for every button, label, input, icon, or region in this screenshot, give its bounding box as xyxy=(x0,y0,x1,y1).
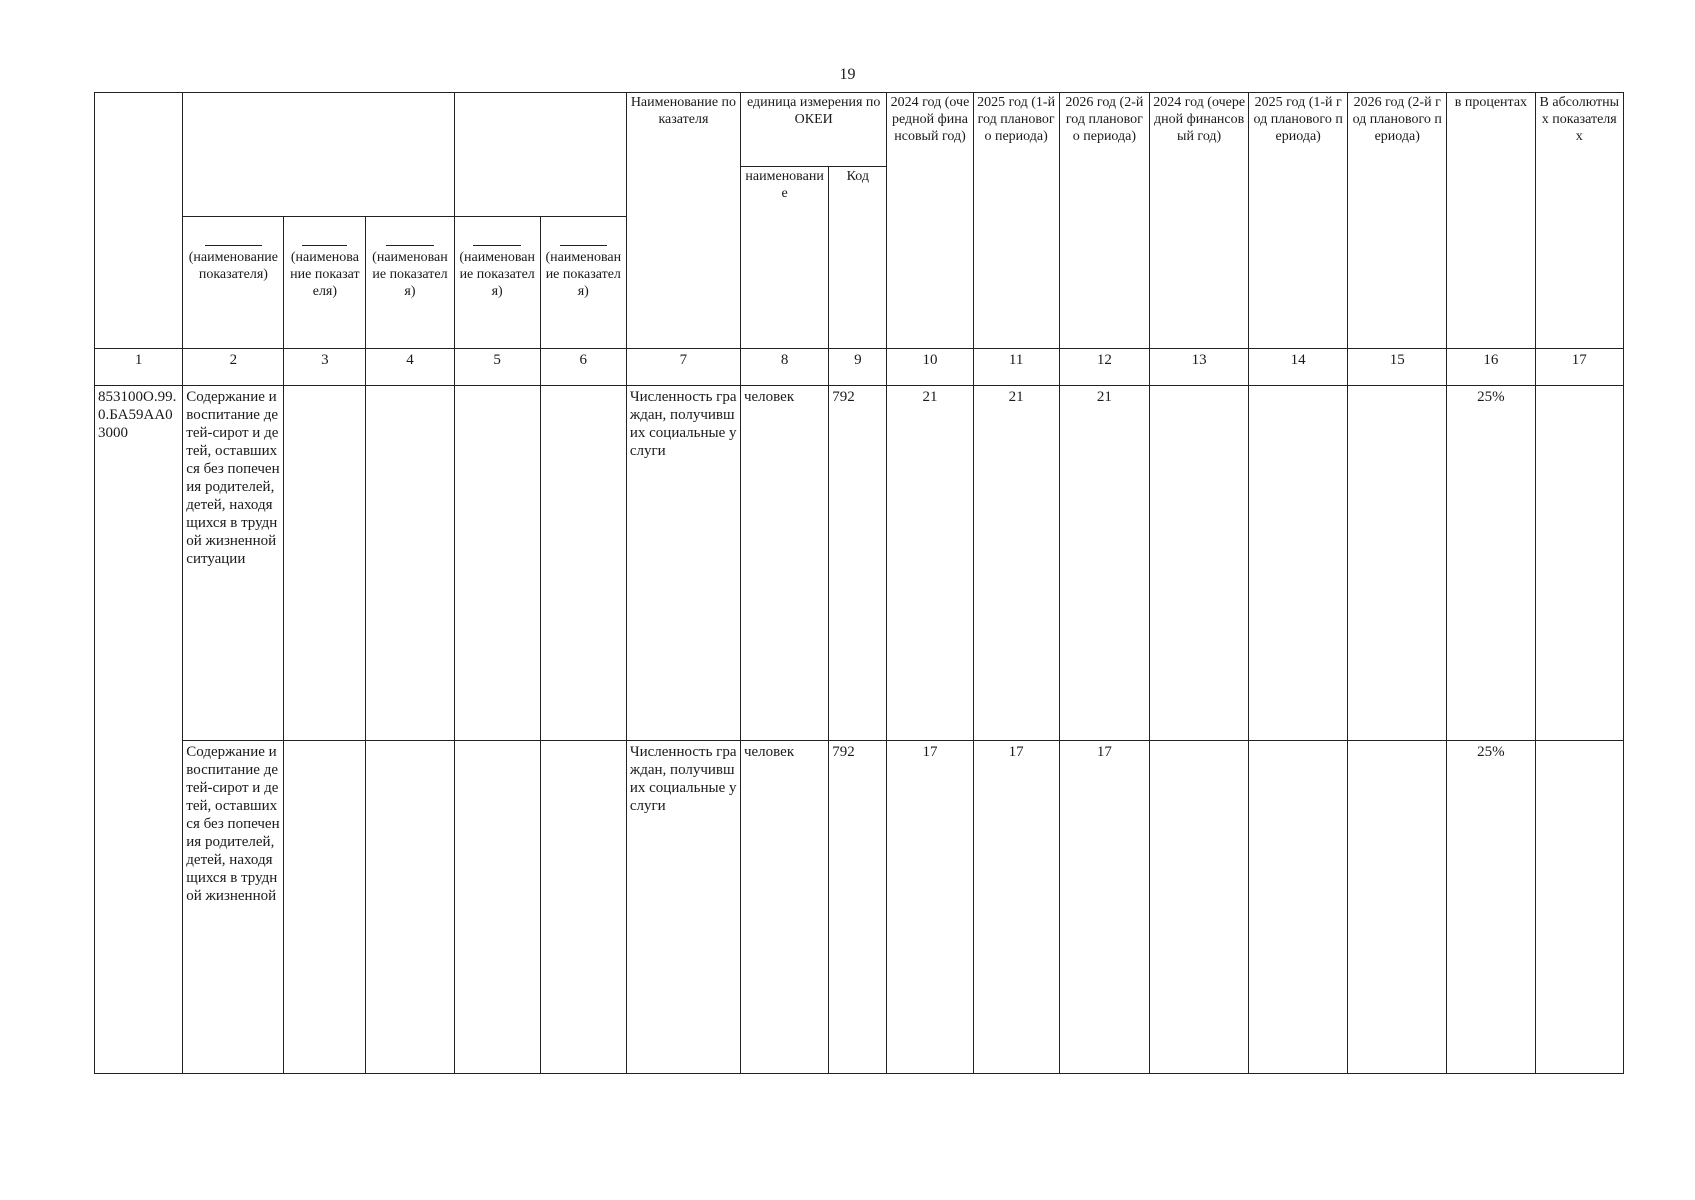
column-number: 13 xyxy=(1150,349,1249,386)
empty-cell xyxy=(454,386,540,741)
header-indicator-name: Наименование показателя xyxy=(626,93,740,349)
column-number: 5 xyxy=(454,349,540,386)
empty-cell xyxy=(1535,741,1623,1074)
header-group-content xyxy=(183,93,454,217)
subheader-col-4: (наименование показателя) xyxy=(366,217,454,349)
header-2024-fee: 2024 год (очередной финансовый год) xyxy=(1150,93,1249,349)
header-okei-group: единица измерения по ОКЕИ xyxy=(740,93,886,167)
empty-cell xyxy=(284,386,366,741)
empty-cell xyxy=(1249,386,1348,741)
column-number: 7 xyxy=(626,349,740,386)
header-2025-planned: 2025 год (1-й год планового периода) xyxy=(973,93,1059,349)
indicators-table xyxy=(94,92,1624,1074)
value-2024: 17 xyxy=(887,741,973,1074)
value-2026: 17 xyxy=(1059,741,1149,1074)
column-number: 9 xyxy=(829,349,887,386)
empty-cell xyxy=(1535,386,1623,741)
header-unit-name: наименование xyxy=(740,167,828,349)
column-number: 17 xyxy=(1535,349,1623,386)
empty-cell xyxy=(540,741,626,1074)
column-number: 6 xyxy=(540,349,626,386)
header-2026-planned: 2026 год (2-й год планового периода) xyxy=(1059,93,1149,349)
table-row xyxy=(95,741,1624,1074)
empty-cell xyxy=(1150,386,1249,741)
empty-cell xyxy=(366,386,454,741)
column-number: 12 xyxy=(1059,349,1149,386)
table-row xyxy=(95,386,1624,741)
header-col-1 xyxy=(95,93,183,349)
column-number: 16 xyxy=(1447,349,1535,386)
header-2024-planned: 2024 год (очередной финансовый год) xyxy=(887,93,973,349)
column-numbers-row xyxy=(95,349,1624,386)
column-number: 11 xyxy=(973,349,1059,386)
empty-cell xyxy=(1249,741,1348,1074)
value-2026: 21 xyxy=(1059,386,1149,741)
indicator-name: Численность граждан, получивших социальные услуги xyxy=(626,386,740,741)
subheader-col-3: (наименование показателя) xyxy=(284,217,366,349)
page-number: 19 xyxy=(839,66,856,83)
value-2024: 21 xyxy=(887,386,973,741)
empty-cell xyxy=(366,741,454,1074)
column-number: 10 xyxy=(887,349,973,386)
header-percent: в процентах xyxy=(1447,93,1535,349)
empty-cell xyxy=(1348,741,1447,1074)
empty-cell xyxy=(454,741,540,1074)
unit-name: человек xyxy=(740,741,828,1074)
unit-code: 792 xyxy=(829,386,887,741)
subheader-col-5: (наименование показателя) xyxy=(454,217,540,349)
value-2025: 21 xyxy=(973,386,1059,741)
indicator-name: Численность граждан, получивших социальные услуги xyxy=(626,741,740,1074)
service-content: Содержание и воспитание детей-сирот и детей, оставшихся без попечения родителей, детей, находящихся в трудной жизненной ситуации xyxy=(183,386,284,741)
value-2025: 17 xyxy=(973,741,1059,1074)
header-2026-fee: 2026 год (2-й год планового периода) xyxy=(1348,93,1447,349)
column-number: 2 xyxy=(183,349,284,386)
header-absolute: В абсолютных показателях xyxy=(1535,93,1623,349)
column-number: 8 xyxy=(740,349,828,386)
header-2025-fee: 2025 год (1-й год планового периода) xyxy=(1249,93,1348,349)
service-content: Содержание и воспитание детей-сирот и детей, оставшихся без попечения родителей, детей, находящихся в трудной жизненной xyxy=(183,741,284,1074)
column-number: 4 xyxy=(366,349,454,386)
registry-code: 853100О.99.0.БА59АА03000 xyxy=(95,386,183,1074)
subheader-col-2: (наименование показателя) xyxy=(183,217,284,349)
unit-code: 792 xyxy=(829,741,887,1074)
unit-name: человек xyxy=(740,386,828,741)
column-number: 14 xyxy=(1249,349,1348,386)
column-number: 3 xyxy=(284,349,366,386)
column-number: 1 xyxy=(95,349,183,386)
empty-cell xyxy=(540,386,626,741)
empty-cell xyxy=(1150,741,1249,1074)
header-unit-code: Код xyxy=(829,167,887,349)
empty-cell xyxy=(1348,386,1447,741)
empty-cell xyxy=(284,741,366,1074)
column-number: 15 xyxy=(1348,349,1447,386)
header-group-conditions xyxy=(454,93,626,217)
subheader-col-6: (наименование показателя) xyxy=(540,217,626,349)
deviation-percent: 25% xyxy=(1447,386,1535,741)
deviation-percent: 25% xyxy=(1447,741,1535,1074)
